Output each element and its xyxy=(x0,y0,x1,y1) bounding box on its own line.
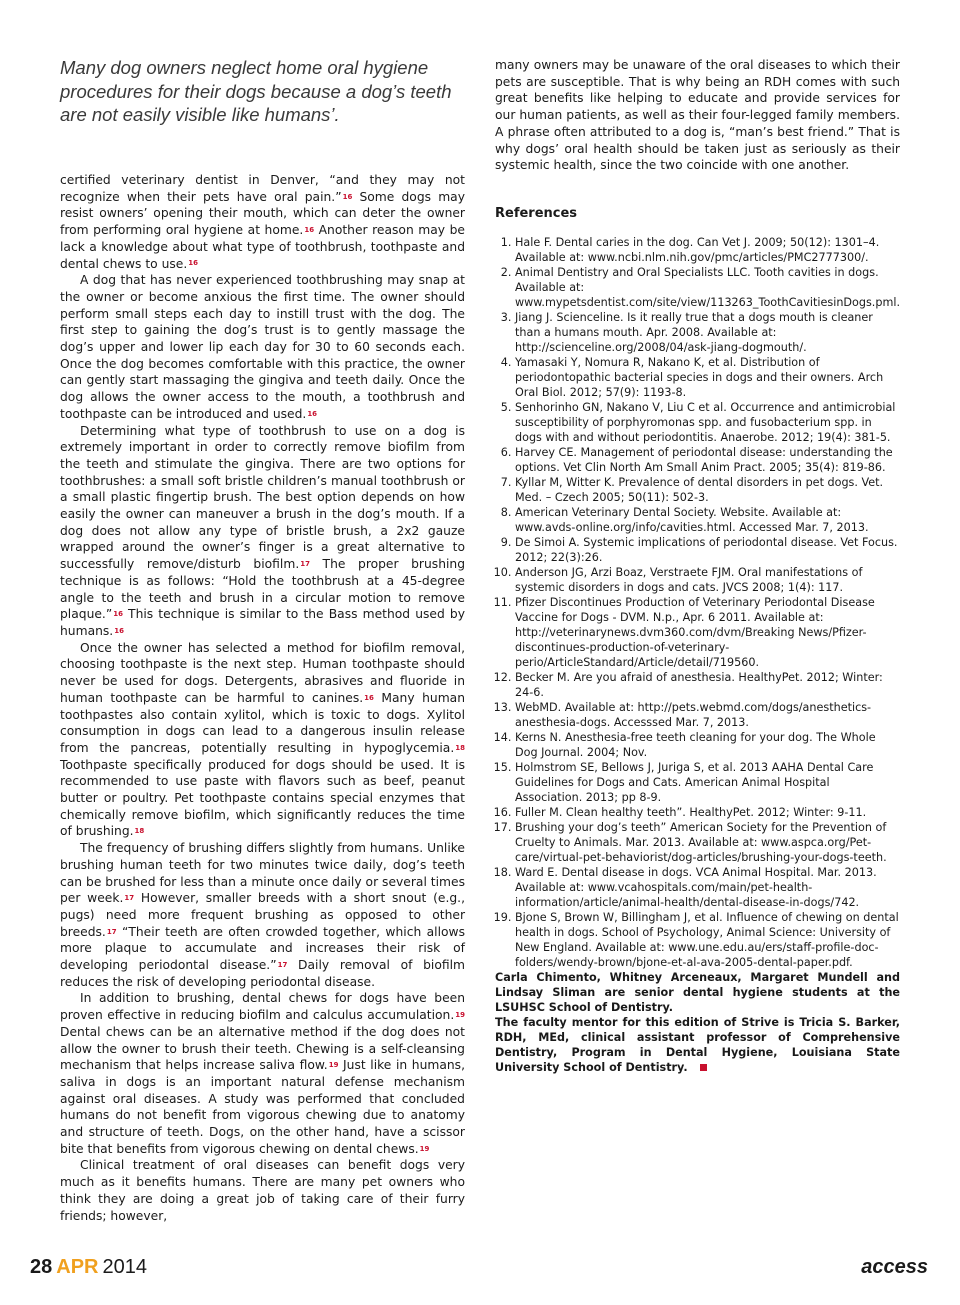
citation: 17 xyxy=(277,960,288,969)
reference-item: 14. Kerns N. Anesthesia-free teeth cleaning for your dog. The Whole Dog Journal. 2004; Nov. xyxy=(515,730,900,760)
reference-item: 13. WebMD. Available at: http://pets.webmd.com/dogs/anesthetics-anesthesia-dogs. Accesssed Mar. 7, 2013. xyxy=(515,700,900,730)
page-footer-left xyxy=(30,1255,147,1279)
left-column xyxy=(60,172,465,1224)
citation: 18 xyxy=(455,743,465,752)
body-paragraph: Determining what type of toothbrush to use on a dog is extremely important in order to correctly remove biofilm from the teeth and stimulate the gingiva. There are two options for toothbrushes: a small soft bristle children’s manual toothbrush or a small plastic fingertip brush. The best option depends on how easily the owner can maneuver a brush in the dog’s mouth. If a dog does not allow any type of bristle brush, a 2x2 gauze wrapped around the owner’s finger is a great alternative to successfully remove/disturb biofilm.$^{17}$ The proper brushing technique is as follows: “Hold the toothbrush at a 45-degree angle to the teeth and brush in a circular motion to remove plaque.”$^{16}$ This technique is similar to the Bass method used by humans.$^{16}$ xyxy=(60,423,465,638)
references-list xyxy=(495,235,900,970)
right-column xyxy=(495,57,900,1075)
body-paragraph: In addition to brushing, dental chews for dogs have been proven effective in reducing biofilm and calculus accumulation.$^{19}$ Dental chews can be an alternative method if the dog does not allow the owner to brush their teeth. Chewing is a self-cleansing mechanism that helps increase saliva flow.$^{19}$ Just like in humans, saliva in dogs is an important natural defense mechanism against oral diseases. A study was performed that concluded humans do not benefit from vigorous chewing due to anatomy and structure of teeth. Dogs, on the other hand, have a scissor bite that benefits from vigorous chewing on dental chews.$^{19}$ xyxy=(60,991,465,1156)
reference-item: 1. Hale F. Dental caries in the dog. Can Vet J. 2009; 50(12): 1301–4. Available at: www.ncbi.nlm.nih.gov/pmc/articles/PMC2777300/. xyxy=(515,235,900,265)
issue-year: 2014 xyxy=(102,1256,147,1278)
reference-item: 17. Brushing your dog’s teeth” American Society for the Prevention of Cruelty to Animals. Mar. 2013. Available at: www.aspca.org/Pet-care/virtual-pet-behaviorist/dog-articles/brushing-your-dogs-teeth. xyxy=(515,820,900,865)
body-paragraph: The frequency of brushing differs slightly from humans. Unlike brushing human teeth for two minutes twice daily, dog’s teeth can be brushed for less than a minute once daily or several times per week.$^{17}$ However, smaller breeds with a short snout (e.g., pugs) need more frequent brushing as opposed to other breeds.$^{17}$ “Their teeth are often crowded together, which allows more plaque to accumulate and increases their risk of developing periodontal disease.”$^{17}$ Daily removal of biofilm reduces the risk of developing periodontal disease. xyxy=(60,841,465,989)
citation: 19 xyxy=(455,1011,465,1020)
citation: 16 xyxy=(307,409,318,418)
end-of-article-mark xyxy=(700,1064,707,1071)
reference-item: 4. Yamasaki Y, Nomura R, Nakano K, et al. Distribution of periodontopathic bacterial species in dogs and their owners. Arch Oral Biol. 2012; 57(9): 1193-8. xyxy=(515,355,900,400)
magazine-name: access xyxy=(861,1256,928,1278)
reference-item: 12. Becker M. Are you afraid of anesthesia. HealthyPet. 2012; Winter: 24-6. xyxy=(515,670,900,700)
mentor-bio: The faculty mentor for this edition of Strive is Tricia S. Barker, RDH, MEd, clinical assistant professor of Comprehensive Dentistry, Program in Dental Hygiene, Louisiana State University School of Dentistry. xyxy=(495,1015,900,1074)
reference-item: 5. Senhorinho GN, Nakano V, Liu C et al. Occurrence and antimicrobial susceptibility of porphyromonas spp. and fusobacterium spp. in dogs with and without periodontitis. Anaerobe. 2012; 19(4): 381-5. xyxy=(515,400,900,445)
reference-item: 3. Jiang J. Scienceline. Is it really true that a dogs mouth is cleaner than a humans mouth. Apr. 2008. Available at: http://scienceline.org/2008/04/ask-jiang-dogmouth/. xyxy=(515,310,900,355)
body-paragraph: certified veterinary dentist in Denver, “and they may not recognize when their pets have oral pain.”$^{16}$ Some dogs may resist owners’ opening their mouth, which can deter the owner from performing oral hygiene at home.$^{16}$ Another reason may be lack a knowledge about what type of toothbrush, toothpaste and dental chews to use.$^{16}$ xyxy=(60,173,465,271)
body-paragraph: Clinical treatment of oral diseases can benefit dogs very much as it benefits humans. There are many pet owners who think they are doing a great job of taking care of their furry friends; however, xyxy=(60,1158,465,1223)
citation: 17 xyxy=(124,894,135,903)
reference-item: 2. Animal Dentistry and Oral Specialists LLC. Tooth cavities in dogs. Available at: www.mypetsdentist.com/site/view/113263_ToothCavitiesinDogs.pml. xyxy=(515,265,900,310)
citation: 16 xyxy=(113,610,123,619)
reference-item: 19. Bjone S, Brown W, Billingham J, et al. Influence of chewing on dental health in dogs. School of Psychology, Animal Science: University of New England. Available at: www.une.edu.au/ers/staff-profile-doc-folders/wendy-brown/bjone-et-al-ava-2005-dental-paper.pdf. xyxy=(515,910,900,970)
pull-quote: Many dog owners neglect home oral hygiene procedures for their dogs because a dog’s teeth are not easily visible like humans’. xyxy=(60,57,452,125)
issue-month: APR xyxy=(56,1256,99,1278)
reference-item: 15. Holmstrom SE, Bellows J, Juriga S, et al. 2013 AAHA Dental Care Guidelines for Dogs and Cats. American Animal Hospital Association. 2013; pp 8-9. xyxy=(515,760,900,805)
citation: 18 xyxy=(134,827,145,836)
reference-item: 18. Ward E. Dental disease in dogs. VCA Animal Hospital. Mar. 2013. Available at: www.vcahospitals.com/main/pet-health-information/article/animal-health/dental-disease-in-dogs/742. xyxy=(515,865,900,910)
reference-item: 10. Anderson JG, Arzi Boaz, Verstraete FJM. Oral manifestations of systemic disorders in dogs and cats. JVCS 2008; 1(4): 117. xyxy=(515,565,900,595)
references-heading: References xyxy=(495,205,578,221)
reference-item: 8. American Veterinary Dental Society. Website. Available at: www.avds-online.org/info/cavities.html. Accessed Mar. 7, 2013. xyxy=(515,505,900,535)
citation: 16 xyxy=(364,693,374,702)
reference-item: 9. De Simoi A. Systemic implications of periodontal disease. Vet Focus. 2012; 22(3):26. xyxy=(515,535,900,565)
body-paragraph: Once the owner has selected a method for biofilm removal, choosing toothpaste is the next step. Human toothpaste should never be used for dogs. Detergents, abrasives and fluoride in human toothpaste can be harmful to canines.$^{16}$ Many human toothpastes also contain xylitol, which is toxic to dogs. Xylitol consumption in dogs can lead to a dangerous insulin release from the pancreas, potentially resulting in hypoglycemia.$^{18}$ Toothpaste specifically produced for dogs should be used. It is recommended to use paste with flavors such as beef, peanut butter or poultry. Pet toothpaste contains special enzymes that chemically remove biofilm, which significantly reduces the time of brushing.$^{18}$ xyxy=(60,640,466,839)
citation: 17 xyxy=(300,560,310,569)
citation: 17 xyxy=(106,927,117,936)
citation: 16 xyxy=(114,626,124,635)
citation: 16 xyxy=(304,226,315,235)
citation: 19 xyxy=(328,1061,339,1070)
citation: 16 xyxy=(342,192,353,201)
reference-item: 16. Fuller M. Clean healthy teeth”. HealthyPet. 2012; Winter: 9-11. xyxy=(515,805,900,820)
page-number: 28 xyxy=(30,1256,53,1278)
author-bio: Carla Chimento, Whitney Arceneaux, Margaret Mundell and Lindsay Sliman are senior dental hygiene students at the LSUHSC School of Dentistry. xyxy=(495,970,900,1014)
reference-item: 6. Harvey CE. Management of periodontal disease: understanding the options. Vet Clin North Am Small Anim Pract. 2005; 35(4): 819-86. xyxy=(515,445,900,475)
reference-item: 11. Pfizer Discontinues Production of Veterinary Periodontal Disease Vaccine for Dogs - DVM. N.p., Apr. 6 2011. Available at: http://veterinarynews.dvm360.com/dvm/Breaking News/Pfizer-discontinues-production-of-veterinary-perio/ArticleStandard/Article/detail/719560. xyxy=(515,595,900,670)
reference-item: 7. Kyllar M, Witter K. Prevalence of dental disorders in pet dogs. Vet. Med. – Czech 2005; 50(11): 502-3. xyxy=(515,475,900,505)
citation: 19 xyxy=(419,1144,430,1153)
body-paragraph: A dog that has never experienced toothbrushing may snap at the owner or become anxious the first time. The owner should perform small steps each day to instill trust with the dog. The first step to gaining the dog’s trust is to gently massage the dog’s upper and lower lip each day for 30 to 60 seconds each. Once the dog becomes comfortable with this practice, the owner can gently start massaging the gingiva and teeth daily. Once the dog allows the owner access to the mouth, a toothbrush and toothpaste can be introduced and used.$^{16}$ xyxy=(60,273,465,421)
citation: 16 xyxy=(188,259,199,268)
body-paragraph: many owners may be unaware of the oral diseases to which their pets are susceptible. That is why being an RDH comes with such great benefits like helping to educate and provide services for our human patients, as well as their four-legged family members. A phrase often attributed to a dog is, “man’s best friend.” That is why dogs’ oral health should be taken just as seriously as their systemic health, since the two coincide with one another. xyxy=(495,58,900,173)
